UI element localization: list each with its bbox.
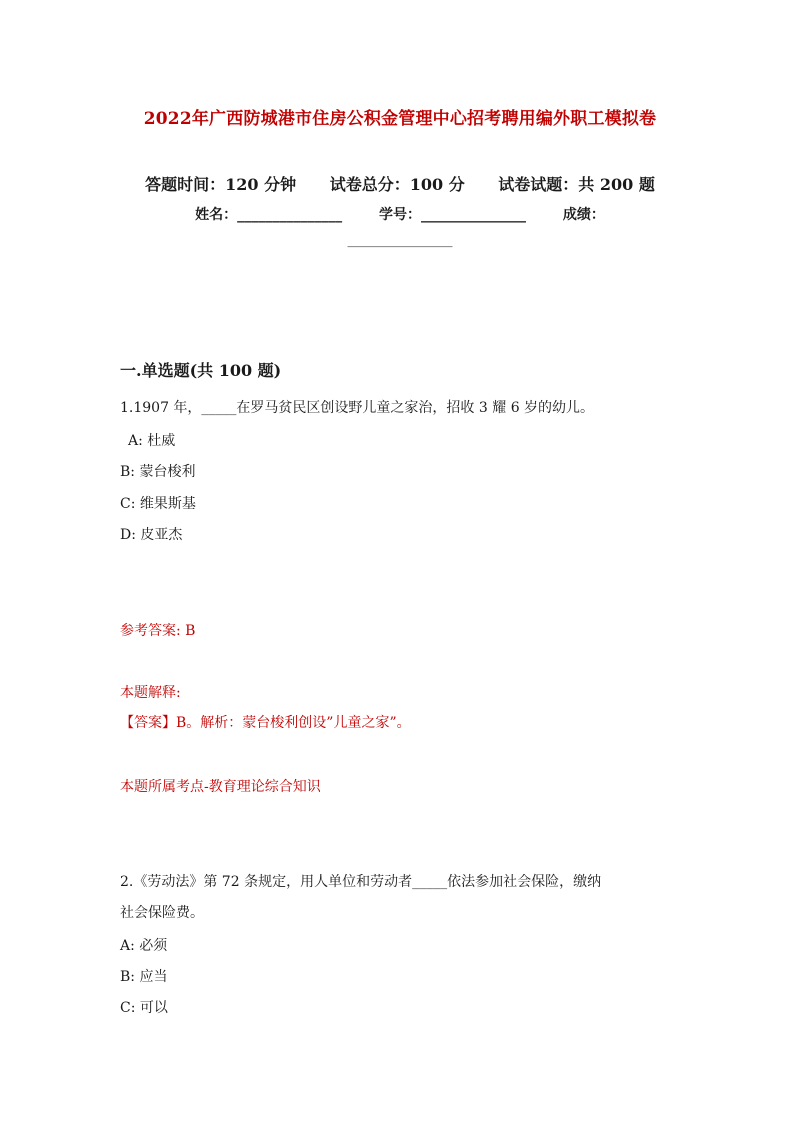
question-1-option-b: B: 蒙台梭利 bbox=[120, 464, 196, 480]
question-1-answer: 参考答案: B bbox=[120, 623, 196, 639]
question-1-option-d: D: 皮亚杰 bbox=[120, 527, 183, 543]
exam-meta bbox=[0, 172, 800, 195]
section-heading: 一.单选题(共 100 题) bbox=[120, 361, 282, 380]
exam-time: 答题时间：120 分钟 bbox=[145, 175, 297, 194]
question-2-option-c: C: 可以 bbox=[120, 1000, 168, 1016]
question-1-option-c: C: 维果斯基 bbox=[120, 496, 196, 512]
grade-field: 成绩： bbox=[562, 207, 605, 223]
question-1-topic: 本题所属考点-教育理论综合知识 bbox=[120, 779, 321, 795]
student-number-field: 学号：_______________ bbox=[379, 207, 526, 223]
question-1-stem: 1.1907 年，_____在罗马贫民区创设野儿童之家治，招收 3 耀 6 岁的幼儿。 bbox=[120, 400, 595, 416]
question-2-option-a: A: 必须 bbox=[120, 938, 168, 954]
question-1-option-a: A: 杜威 bbox=[128, 433, 176, 449]
question-2-option-b: B: 应当 bbox=[120, 969, 168, 985]
student-info-fields bbox=[0, 204, 800, 224]
question-2-stem-line-1: 2.《劳动法》第 72 条规定，用人单位和劳动者_____依法参加社会保险，缴纳 bbox=[120, 874, 602, 890]
question-1-explanation: 【答案】B。解析：蒙台梭利创设”儿童之家”。 bbox=[120, 715, 411, 731]
name-field: 姓名：_______________ bbox=[195, 207, 343, 223]
page-title: 2022年广西防城港市住房公积金管理中心招考聘用编外职工模拟卷 bbox=[143, 109, 657, 129]
question-1-explanation-label: 本题解释: bbox=[120, 685, 181, 701]
grade-blank-line: _______________ bbox=[347, 232, 453, 248]
question-2-stem-line-2: 社会保险费。 bbox=[120, 905, 204, 921]
exam-question-count: 试卷试题：共 200 题 bbox=[498, 175, 655, 194]
exam-total-score: 试卷总分：100 分 bbox=[329, 175, 465, 194]
